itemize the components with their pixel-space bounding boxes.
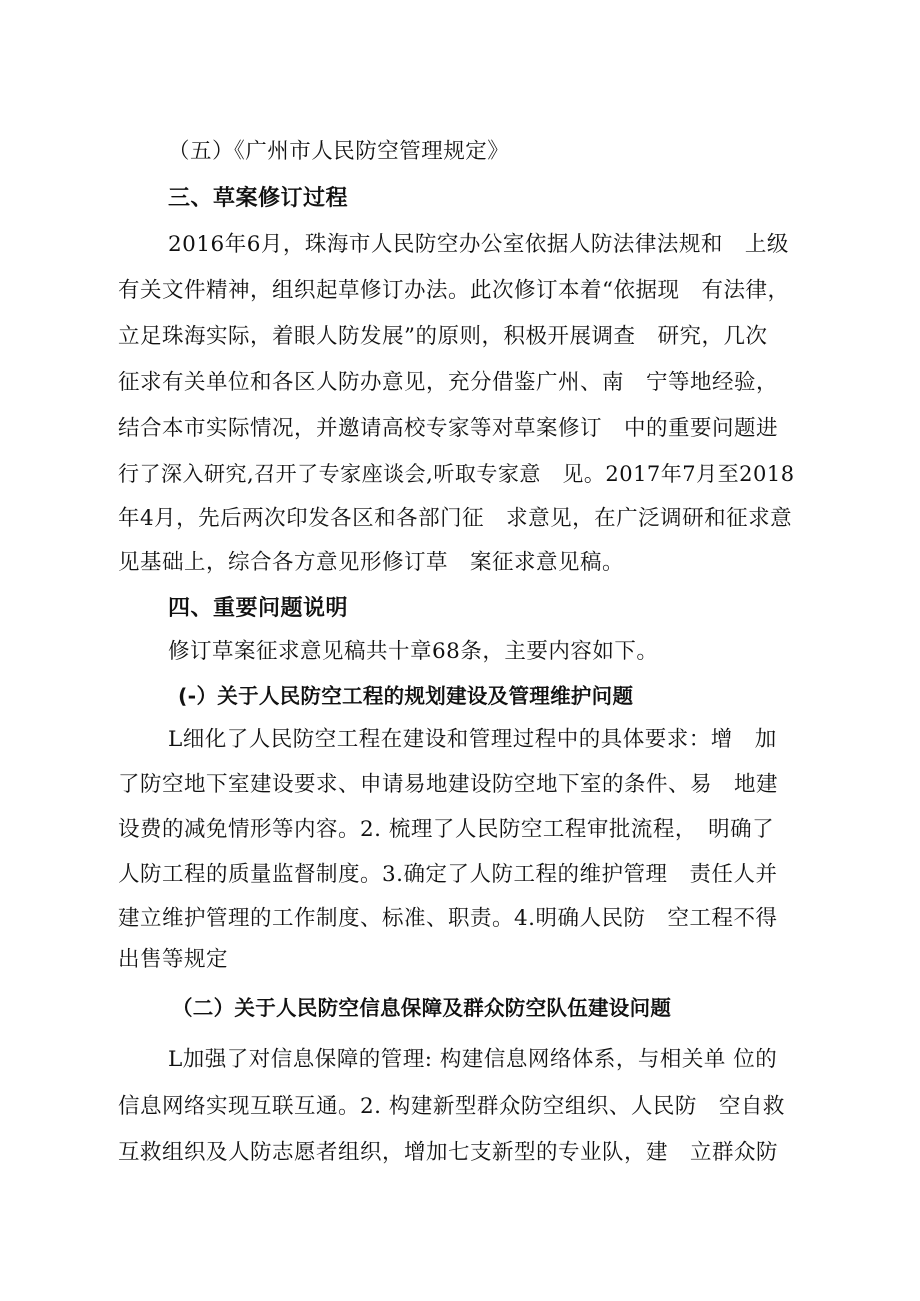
section-heading-key-issues: 四、重要问题说明 <box>168 596 349 621</box>
section-heading-drafting-process: 三、草案修订过程 <box>168 186 349 211</box>
subsection-heading-engineering: (-）关于人民防空工程的规划建设及管理维护问题 <box>178 684 634 708</box>
paragraph-line: 出售等规定 <box>118 947 229 972</box>
paragraph-line: 年4月，先后两次印发各区和各部门征 求意见，在广泛调研和征求意 <box>118 506 793 531</box>
subsection-heading-information-security: （二）关于人民防空信息保障及群众防空队伍建设问题 <box>172 996 672 1020</box>
list-item-guangzhou-regulation: （五）《广州市人民防空管理规定》 <box>168 139 510 164</box>
paragraph-line: 了防空地下室建设要求、申请易地建设防空地下室的条件、易 地建 <box>118 772 779 797</box>
paragraph-line: 行了深入研究,召开了专家座谈会,听取专家意 见。2017年7月至2018 <box>118 462 795 486</box>
paragraph-line: L细化了人民防空工程在建设和管理过程中的具体要求：增 加 <box>168 727 777 752</box>
paragraph-line: 修订草案征求意见稿共十章68条，主要内容如下。 <box>168 639 659 664</box>
paragraph-line: 征求有关单位和各区人防办意见，充分借鉴广州、南 宁等地经验， <box>118 370 779 395</box>
paragraph-line: 2016年6月，珠海市人民防空办公室依据人防法律法规和 上级 <box>168 232 789 257</box>
paragraph-line: 有关文件精神，组织起草修订办法。此次修订本着“依据现 有法律， <box>118 278 790 303</box>
paragraph-line: 建立维护管理的工作制度、标准、职责。4.明确人民防 空工程不得 <box>118 906 778 931</box>
paragraph-line: L加强了对信息保障的管理: 构建信息网络体系，与相关单 位的 <box>168 1047 778 1072</box>
paragraph-line: 互救组织及人防志愿者组织，增加七支新型的专业队，建 立群众防 <box>118 1140 779 1165</box>
paragraph-line: 结合本市实际情况，并邀请高校专家等对草案修订 中的重要问题进 <box>118 416 779 441</box>
paragraph-line: 设费的减免情形等内容。2. 梳理了人民防空工程审批流程， 明确了 <box>118 817 775 842</box>
paragraph-line: 人防工程的质量监督制度。3.确定了人防工程的维护管理 责任人并 <box>118 862 778 887</box>
paragraph-line: 立足珠海实际，着眼人防发展”的原则，积极开展调查 研究，几次 <box>118 324 768 349</box>
paragraph-line: 见基础上，综合各方意见形修订草 案征求意见稿。 <box>118 550 625 575</box>
paragraph-line: 信息网络实现互联互通。2. 构建新型群众防空组织、人民防 空自救 <box>118 1094 785 1119</box>
